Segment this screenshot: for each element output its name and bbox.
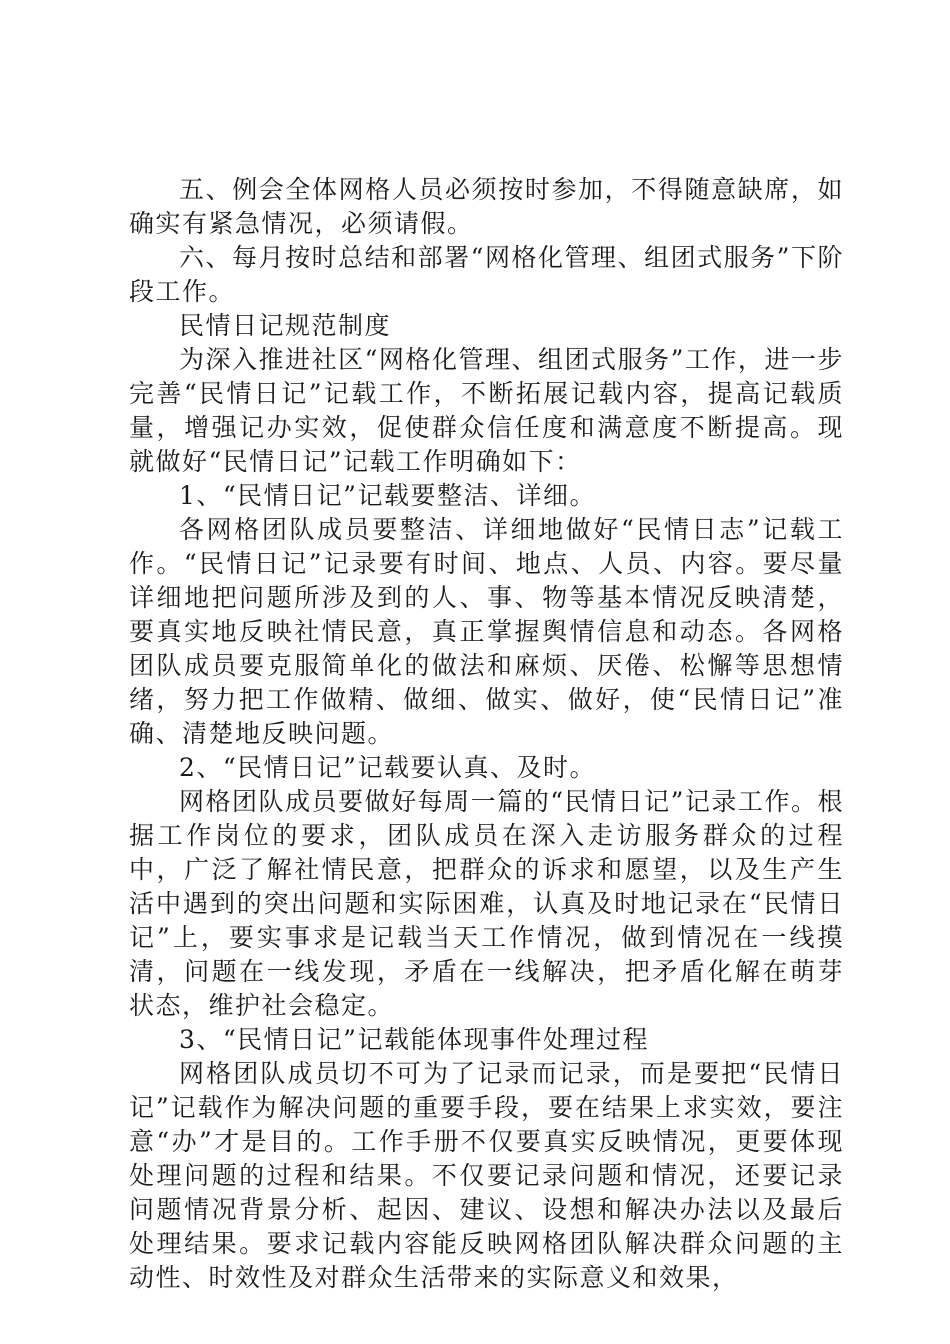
section-heading: 民情日记规范制度 xyxy=(179,311,392,340)
document-body xyxy=(129,173,844,1295)
paragraph-2: 网格团队成员要做好每周一篇的“民情日记”记录工作。根据工作岗位的要求，团队成员在深入走访服务群众的过程中，广泛了解社情民意，把群众的诉求和愿望，以及生产生活中遇到的突出问题和实际困难，认真及时地记录在“民情日记”上，要实事求是记载当天工作情况，做到情况在一线摸清，问题在一线发现，矛盾在一线解决，把矛盾化解在萌芽状态，维护社会稳定。 xyxy=(129,787,844,1020)
paragraph-rule-5: 五、例会全体网格人员必须按时参加，不得随意缺席，如确实有紧急情况，必须请假。 xyxy=(129,175,844,238)
subheading-3: 3、“民情日记”记载能体现事件处理过程 xyxy=(179,1025,649,1054)
subheading-2: 2、“民情日记”记载要认真、及时。 xyxy=(179,753,596,782)
paragraph-3: 网格团队成员切不可为了记录而记录，而是要把“民情日记”记载作为解决问题的重要手段，要在结果上求实效，要注意“办”才是目的。工作手册不仅要真实反映情况，更要体现处理问题的过程和结果。不仅要记录问题和情况，还要记录问题情况背景分析、起因、建议、设想和解决办法以及最后处理结果。要求记载内容能反映网格团队解决群众问题的主动性、时效性及对群众生活带来的实际意义和效果， xyxy=(129,1059,844,1292)
paragraph-intro: 为深入推进社区“网格化管理、组团式服务”工作，进一步完善“民情日记”记载工作，不断拓展记载内容，提高记载质量，增强记办实效，促使群众信任度和满意度不断提高。现就做好“民情日记”记载工作明确如下： xyxy=(129,345,844,476)
subheading-1: 1、“民情日记”记载要整洁、详细。 xyxy=(179,481,596,510)
paragraph-1: 各网格团队成员要整洁、详细地做好“民情日志”记载工作。“民情日记”记录要有时间、地点、人员、内容。要尽量详细地把问题所涉及到的人、事、物等基本情况反映清楚，要真实地反映社情民意，真正掌握舆情信息和动态。各网格团队成员要克服简单化的做法和麻烦、厌倦、松懈等思想情绪，努力把工作做精、做细、做实、做好，使“民情日记”准确、清楚地反映问题。 xyxy=(129,515,844,748)
paragraph-rule-6: 六、每月按时总结和部署“网格化管理、组团式服务”下阶段工作。 xyxy=(129,243,844,306)
